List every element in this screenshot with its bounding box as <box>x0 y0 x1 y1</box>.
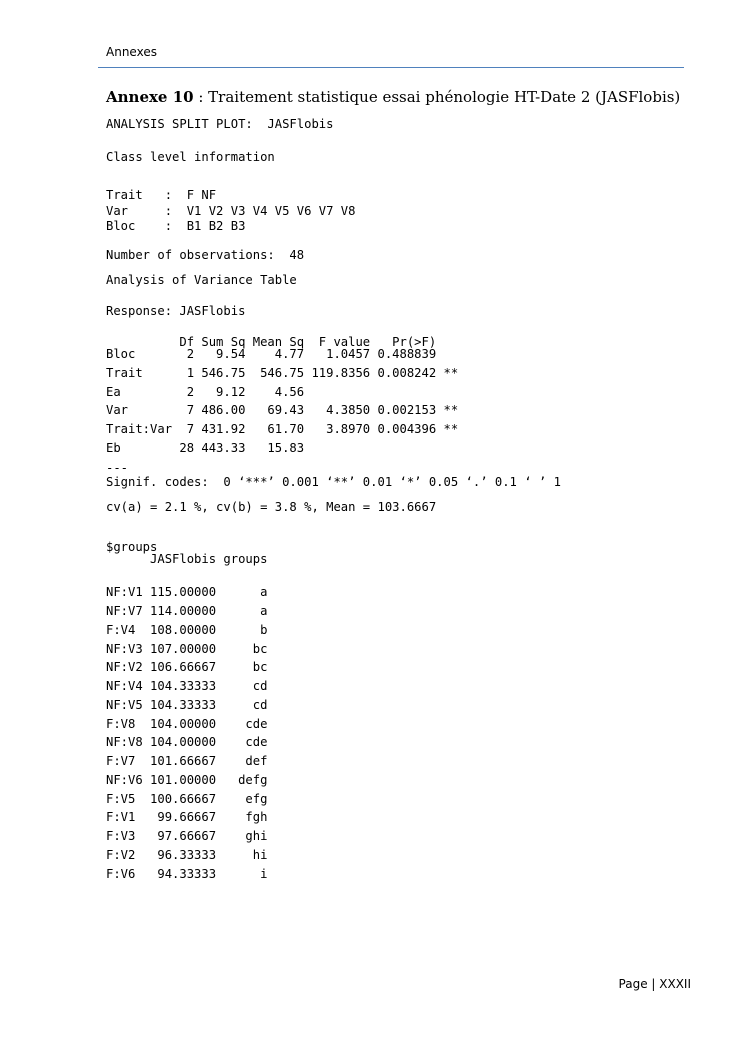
class-level-trait: Trait : F NF <box>106 188 217 202</box>
groups-row: NF:V4 104.33333 cd <box>106 679 268 693</box>
cv-summary: cv(a) = 2.1 %, cv(b) = 3.8 %, Mean = 103.6667 <box>106 500 437 514</box>
page-number: Page | XXXII <box>618 977 691 991</box>
anova-row-ea: Ea 2 9.12 4.56 <box>106 385 305 399</box>
anova-row-bloc: Bloc 2 9.54 4.77 1.0457 0.488839 <box>106 347 437 361</box>
running-header: Annexes <box>106 45 157 59</box>
groups-row: F:V7 101.66667 def <box>106 754 268 768</box>
header-divider <box>98 67 684 68</box>
observations-count: Number of observations: 48 <box>106 248 305 262</box>
groups-row: F:V3 97.66667 ghi <box>106 829 268 843</box>
anova-row-eb: Eb 28 443.33 15.83 <box>106 441 305 455</box>
groups-row: NF:V1 115.00000 a <box>106 585 268 599</box>
groups-row: NF:V6 101.00000 defg <box>106 773 268 787</box>
groups-row: F:V2 96.33333 hi <box>106 848 268 862</box>
anova-row-trait: Trait 1 546.75 546.75 119.8356 0.008242 ** <box>106 366 459 380</box>
class-level-bloc: Bloc : B1 B2 B3 <box>106 219 246 233</box>
groups-row: F:V8 104.00000 cde <box>106 717 268 731</box>
annex-title-text: : Traitement statistique essai phénologie HT-Date 2 (JASFlobis) <box>193 88 681 106</box>
response-line: Response: JASFlobis <box>106 304 246 318</box>
groups-row: F:V5 100.66667 efg <box>106 792 268 806</box>
groups-label: $groups <box>106 540 158 554</box>
groups-row: NF:V5 104.33333 cd <box>106 698 268 712</box>
groups-row: NF:V8 104.00000 cde <box>106 735 268 749</box>
groups-row: NF:V7 114.00000 a <box>106 604 268 618</box>
anova-row-var: Var 7 486.00 69.43 4.3850 0.002153 ** <box>106 403 459 417</box>
signif-codes: Signif. codes: 0 ‘***’ 0.001 ‘**’ 0.01 ‘*’ 0.05 ‘.’ 0.1 ‘ ’ 1 <box>106 475 561 489</box>
groups-row: F:V6 94.33333 i <box>106 867 268 881</box>
groups-row: NF:V3 107.00000 bc <box>106 642 268 656</box>
groups-row: NF:V2 106.66667 bc <box>106 660 268 674</box>
anova-row-trait-var: Trait:Var 7 431.92 61.70 3.8970 0.004396 ** <box>106 422 459 436</box>
groups-row: F:V1 99.66667 fgh <box>106 810 268 824</box>
groups-row: F:V4 108.00000 b <box>106 623 268 637</box>
anova-table-header: Df Sum Sq Mean Sq F value Pr(>F) <box>106 335 437 349</box>
class-level-var: Var : V1 V2 V3 V4 V5 V6 V7 V8 <box>106 204 356 218</box>
annex-title <box>106 88 680 106</box>
annex-label: Annexe 10 <box>106 88 194 106</box>
class-level-heading: Class level information <box>106 150 275 164</box>
anova-heading: Analysis of Variance Table <box>106 273 297 287</box>
analysis-heading: ANALYSIS SPLIT PLOT: JASFlobis <box>106 117 334 131</box>
separator-line: --- <box>106 461 129 475</box>
groups-table-header: JASFlobis groups <box>106 552 268 566</box>
